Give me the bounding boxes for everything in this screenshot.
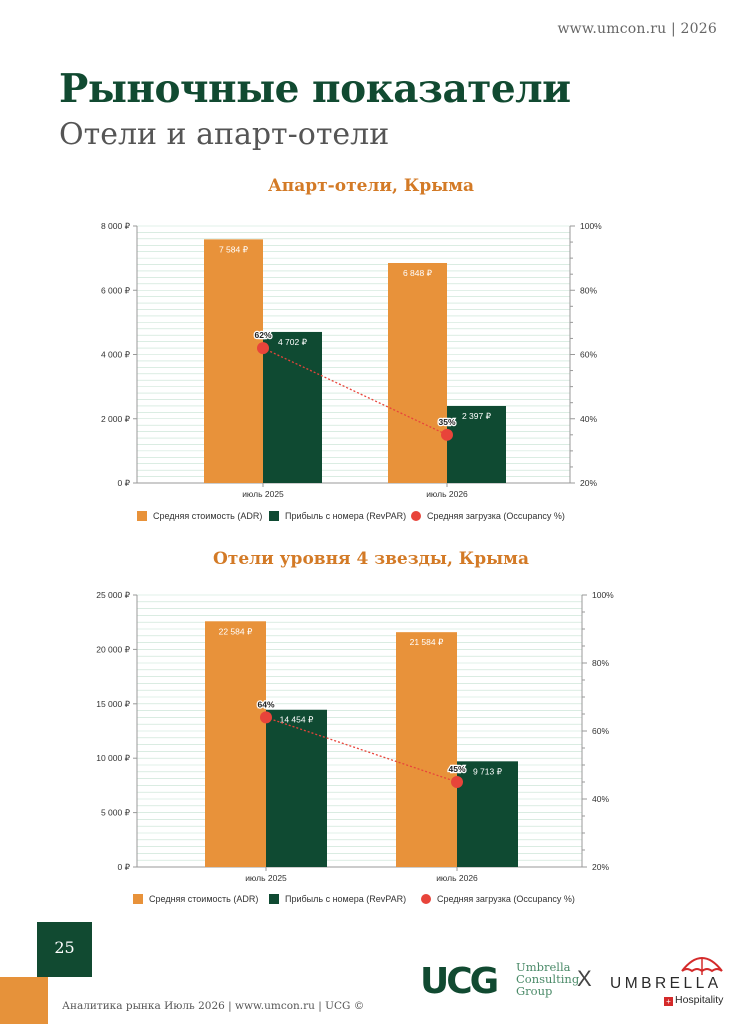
- y-tick-label: 5 000 ₽: [100, 807, 130, 818]
- bar: [396, 632, 457, 867]
- bar-value-label: 4 702 ₽: [277, 336, 308, 347]
- legend-label: Прибыль с номера (RevPAR): [285, 511, 407, 521]
- y2-tick-label: 100%: [592, 590, 614, 600]
- ucg-word-2: Consulting: [516, 972, 580, 986]
- umbrella-logo-text: UMBRELLA: [610, 975, 722, 992]
- y-tick-label: 2 000 ₽: [100, 413, 130, 424]
- legend-swatch: [269, 894, 279, 904]
- occupancy-label: 45%: [448, 764, 466, 774]
- ucg-logo-icon: [420, 960, 510, 1000]
- legend-label: Прибыль с номера (RevPAR): [285, 894, 407, 904]
- occupancy-point: [260, 711, 272, 723]
- swiss-cross-icon: +: [664, 997, 673, 1006]
- bar-value-label: 22 584 ₽: [218, 626, 253, 637]
- y2-tick-label: 40%: [592, 794, 610, 804]
- legend-label: Средняя стоимость (ADR): [149, 894, 259, 904]
- chart-title-apart-hotels: Апарт-отели, Крыма: [267, 176, 475, 196]
- bar: [205, 621, 266, 867]
- hospitality-label: [664, 994, 723, 1006]
- page-title: Рыночные показатели: [59, 66, 571, 112]
- bar-value-label: 6 848 ₽: [402, 268, 433, 279]
- y2-tick-label: 60%: [580, 349, 598, 360]
- y-tick-label: 6 000 ₽: [100, 285, 130, 296]
- page-number: 25: [54, 938, 75, 957]
- y2-tick-label: 100%: [580, 221, 602, 231]
- y2-tick-label: 60%: [592, 726, 610, 736]
- legend-swatch: [421, 894, 431, 904]
- y-tick-label: 0 ₽: [117, 478, 130, 488]
- bar-value-label: 9 713 ₽: [472, 766, 503, 777]
- occupancy-label: 64%: [257, 699, 275, 710]
- y-tick-label: 0 ₽: [117, 862, 130, 872]
- chart-title-4-star-hotels: Отели уровня 4 звезды, Крыма: [213, 549, 529, 569]
- legend-label: Средняя стоимость (ADR): [153, 511, 263, 521]
- y-tick-label: 15 000 ₽: [96, 698, 130, 709]
- logo-separator: X: [577, 966, 592, 991]
- y-tick-label: 25 000 ₽: [96, 590, 130, 600]
- occupancy-label: 35%: [438, 416, 456, 427]
- legend-label: Средняя загрузка (Occupancy %): [437, 894, 575, 904]
- occupancy-point: [451, 776, 463, 788]
- bar: [457, 761, 518, 867]
- x-tick-label: июль 2025: [242, 489, 284, 499]
- ucg-word-3: Group: [516, 984, 553, 998]
- orange-corner-decoration: [0, 977, 48, 1024]
- legend-label: Средняя загрузка (Occupancy %): [427, 511, 565, 521]
- y-tick-label: 10 000 ₽: [96, 753, 130, 764]
- y-tick-label: 8 000 ₽: [100, 221, 130, 231]
- header-url: www.umcon.ru | 2026: [557, 21, 717, 37]
- bar-value-label: 14 454 ₽: [279, 714, 314, 725]
- y2-tick-label: 40%: [580, 413, 598, 424]
- x-tick-label: июль 2026: [426, 489, 468, 499]
- page-subtitle: Отели и апарт-отели: [59, 117, 390, 152]
- y2-tick-label: 20%: [580, 478, 598, 488]
- y-tick-label: 20 000 ₽: [96, 644, 130, 655]
- footer-text: Аналитика рынка Июль 2026 | www.umcon.ru | UCG ©: [62, 1000, 365, 1012]
- page-number-box: [37, 922, 92, 977]
- ucg-word-1: Umbrella: [516, 960, 571, 974]
- y2-tick-label: 80%: [592, 658, 610, 668]
- hospitality-text: Hospitality: [675, 994, 724, 1006]
- x-tick-label: июль 2026: [436, 873, 478, 883]
- ucg-logo-mark: UCG: [420, 961, 497, 1000]
- bar-value-label: 7 584 ₽: [218, 244, 249, 255]
- bar-value-label: 2 397 ₽: [461, 410, 492, 421]
- y-tick-label: 4 000 ₽: [100, 349, 130, 360]
- bar-value-label: 21 584 ₽: [409, 637, 444, 648]
- bar: [266, 710, 327, 867]
- legend-swatch: [133, 894, 143, 904]
- umbrella-icon: [680, 951, 724, 977]
- y2-tick-label: 20%: [592, 862, 610, 872]
- ucg-logo-words: [516, 961, 579, 997]
- y2-tick-label: 80%: [580, 285, 598, 296]
- x-tick-label: июль 2025: [245, 873, 287, 883]
- occupancy-label: 62%: [254, 330, 272, 341]
